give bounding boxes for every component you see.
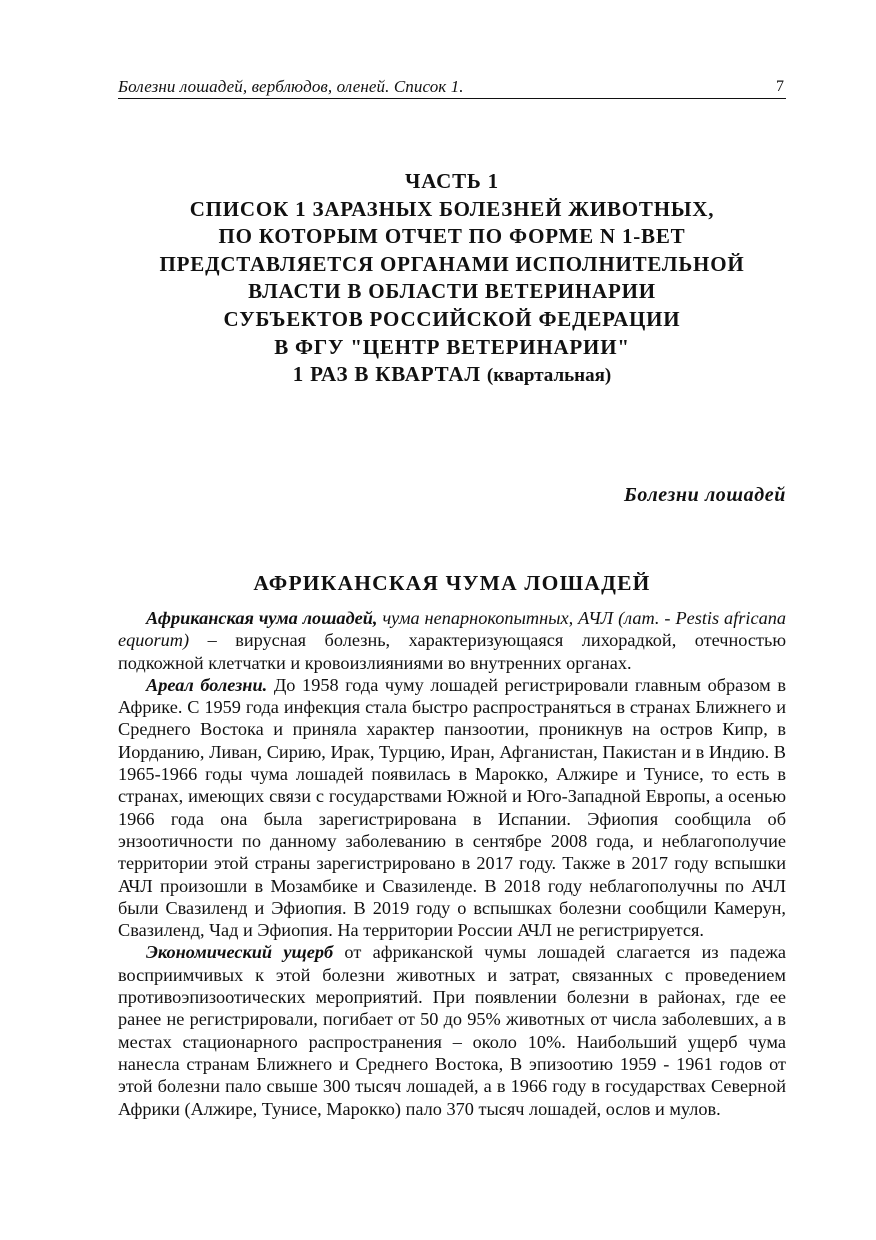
- section-label: Болезни лошадей: [624, 484, 786, 506]
- part-title-line: В ФГУ "ЦЕНТР ВЕТЕРИНАРИИ": [274, 334, 630, 359]
- part-title-line: СПИСОК 1 ЗАРАЗНЫХ БОЛЕЗНЕЙ ЖИВОТНЫХ,: [189, 196, 715, 221]
- part-title-line: СУБЪЕКТОВ РОССИЙСКОЙ ФЕДЕРАЦИИ: [223, 306, 681, 331]
- part-title: [118, 168, 786, 390]
- economic-lead: Экономический ущерб: [146, 942, 334, 963]
- range-text: До 1958 года чуму лошадей регистрировали главным образом в Африке. С 1959 года инфекция стала быстро распространяться в странах Ближнего и Среднего Востока и приняла характер панзоотии, проникнув на остров Кипр, в Иорданию, Ливан, Сирию, Ирак, Турцию, Иран, Афганистан, Пакистан и в Индию. В 1965-1966 годы чума лошадей появилась в Марокко, Алжире и Тунисе, то есть в странах, имеющих связи с государствами Южной и Юго-Западной Европы, а осенью 1966 года она была зарегистрирована в Испании. Эфиопия сообщила об энзоотичности по данному заболеванию в сентябре 2008 года, и неблагополучие территории этой страны зарегистрировано в 2017 году. Также в 2017 году вспышки АЧЛ произошли в Мозамбике и Свазиленде. В 2018 году неблагополучны по АЧЛ были Свазиленд и Эфиопия. В 2019 году о вспышках болезни сообщили Камерун, Свазиленд, Чад и Эфиопия. На территории России АЧЛ не регистрируется.: [118, 674, 787, 941]
- paragraph-definition: [118, 607, 786, 674]
- part-title-line: ВЛАСТИ В ОБЛАСТИ ВЕТЕРИНАРИИ: [248, 279, 656, 304]
- page-number: 7: [776, 78, 784, 95]
- article-body: [118, 607, 786, 1120]
- part-title-frequency: 1 РАЗ В КВАРТАЛ: [292, 362, 481, 387]
- definition-lead: Африканская чума лошадей,: [146, 608, 378, 628]
- definition-synonyms: чума непарнокопытных, АЧЛ (лат. - Pestis africana equorum): [118, 608, 786, 651]
- running-header: [118, 76, 786, 99]
- running-title: Болезни лошадей, верблюдов, оленей. Список 1.: [118, 77, 464, 96]
- part-title-line: ПО КОТОРЫМ ОТЧЕТ ПО ФОРМЕ N 1-ВЕТ: [218, 224, 686, 249]
- paragraph-range: [118, 674, 786, 942]
- definition-text: – вирусная болезнь, характеризующаяся лихорадкой, отечностью подкожной клетчатки и кровоизлияниями во внутренних органах.: [118, 630, 786, 673]
- disease-title: АФРИКАНСКАЯ ЧУМА ЛОШАДЕЙ: [253, 571, 651, 595]
- part-title-line: ЧАСТЬ 1: [405, 169, 499, 193]
- part-title-line: ПРЕДСТАВЛЯЕТСЯ ОРГАНАМИ ИСПОЛНИТЕЛЬНОЙ: [159, 251, 745, 276]
- part-title-note: (квартальная): [486, 365, 612, 387]
- paragraph-economic-damage: [118, 941, 786, 1119]
- range-lead: Ареал болезни.: [146, 674, 268, 695]
- part-title-line: [118, 361, 786, 390]
- economic-text: от африканской чумы лошадей слагается из падежа восприимчивых к этой болезни животных и затрат, связанных с проведением противоэпизоотических мероприятий. При появлении болезни в районах, где ее ранее не регистрировали, погибает от 50 до 95% животных от числа заболевших, а в местах стационарного распространения – около 10%. Наибольший ущерб чума нанесла странам Ближнего и Среднего Востока, В эпизоотию 1959 - 1961 годов от этой болезни пало свыше 300 тысяч лошадей, а в 1966 году в государствах Северной Африки (Алжире, Тунисе, Марокко) пало 370 тысяч лошадей, ослов и мулов.: [118, 942, 786, 1119]
